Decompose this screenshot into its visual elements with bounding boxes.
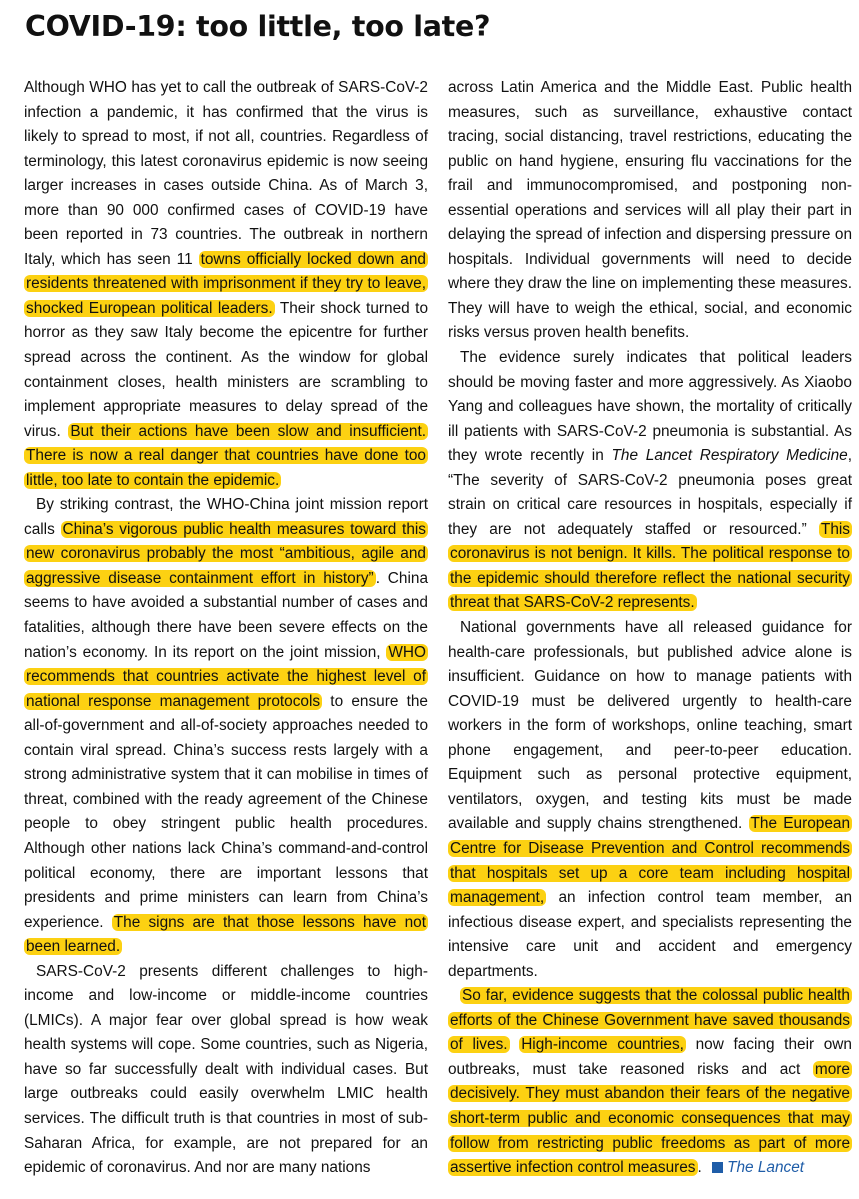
journal-title: The Lancet Respiratory Medicine: [611, 447, 848, 465]
highlighted-text: High-income countries,: [521, 1036, 684, 1054]
paragraph: [448, 616, 852, 984]
highlighted-text: The signs are that those lessons have not been learned.: [26, 913, 426, 956]
paragraph: [24, 493, 428, 959]
body-text: [510, 1036, 520, 1053]
highlighted-text: China’s vigorous public health measures toward this new coronavirus probably the most “ambitious, agile and aggressive disease containment effort in history”: [26, 520, 426, 587]
paragraph: [24, 76, 428, 493]
body-text: .: [697, 1159, 707, 1177]
body-text: SARS-CoV-2 presents different challenges to high-income and low-income or middle-income countries (LMICs). A major fear over global spread is how weak health systems will cope. Some countries, such as Nigeria, have so far successfully dealt with individual cases. But large outbreaks could easily overwhelm LMIC health services. The difficult truth is that countries in most of sub-Saharan Africa, for example, are not prepared for an epidemic of coronavirus. And nor are many nations: [24, 962, 428, 1177]
paragraph: [448, 76, 852, 346]
highlighted-text: WHO recommends that countries activate the highest level of national response management protocols: [26, 643, 426, 710]
paragraph: [448, 346, 852, 616]
body-text: . China seems to have avoided a substantial number of cases and fatalities, although there have been severe effects on the nation’s economy. In its report on the joint mission,: [24, 569, 429, 661]
highlighted-text: The European Centre for Disease Prevention and Control recommends that hospitals set up a core team including hospital management,: [450, 815, 850, 907]
highlighted-text: But their actions have been slow and insufficient. There is now a real danger that countries have done too little, too late to contain the epidemic.: [26, 422, 427, 489]
body-text: Although WHO has yet to call the outbreak of SARS-CoV-2 infection a pandemic, it has confirmed that the virus is likely to spread to most, if not all, countries. Regardless of terminology, this latest coronavirus epidemic is now seeing larger increases in cases outside China. As of March 3, more than 90 000 confirmed cases of COVID-19 have been reported in 73 countries. The outbreak in northern Italy, which has seen 11: [24, 79, 428, 268]
body-text: an infection control team member, an infectious disease expert, and specialists representing the intensive care unit and accident and emergency departments.: [448, 889, 852, 980]
highlighted-text: So far, evidence suggests that the colossal public health efforts of the Chinese Government have saved thousands of lives.: [450, 987, 850, 1054]
body-text: National governments have all released guidance for health-care professionals, but published advice alone is insufficient. Guidance on how to manage patients with COVID-19 must be delivered urgently to health-care workers in the form of workshops, online teaching, smart phone engagement, and peer-to-peer education. Equipment such as personal protective equipment, ventilators, oxygen, and testing kits must be made available and supply chains strengthened.: [448, 619, 852, 833]
highlighted-text: This coronavirus is not benign. It kills. The political response to the epidemic should therefore reflect the national security threat that SARS-CoV-2 represents.: [450, 520, 850, 612]
highlighted-text: towns officially locked down and residents threatened with imprisonment if they try to leave, shocked European political leaders.: [26, 250, 426, 317]
body-text: By striking contrast, the WHO-China joint mission report calls: [24, 496, 428, 538]
body-text: to ensure the all-of-government and all-of-society approaches needed to contain viral spread. China’s success rests largely with a strong administrative system that it can mobilise in times of threat, combined with the ready agreement of the Chinese people to obey stringent public health procedures. Although other nations lack China’s command-and-control political economy, there are important lessons that presidents and prime ministers can learn from China’s experience.: [24, 692, 428, 931]
signature: The Lancet: [727, 1159, 805, 1177]
signature-square-icon: [712, 1162, 723, 1173]
left-column: [24, 76, 428, 1181]
body-text: Their shock turned to horror as they saw Italy become the epicentre for further spread across the continent. As the window for global containment closes, health ministers are scrambling to implement appropriate measures to delay spread of the virus.: [24, 299, 429, 440]
right-column: [448, 76, 852, 1181]
body-text: across Latin America and the Middle East. Public health measures, such as surveillance, exhaustive contact tracing, social distancing, travel restrictions, educating the public on hand hygiene, ensuring flu vaccinations for the frail and immunocompromised, and postponing non-essential operations and services will all play their part in delaying the spread of infection and dispersing pressure on hospitals. Individual governments will need to decide where they draw the line on implementing these measures. They will have to weigh the ethical, social, and economic risks versus proven health benefits.: [448, 79, 852, 342]
body-text: , “The severity of SARS-CoV-2 pneumonia poses great strain on critical care resources in hospitals, especially if they are not adequately staffed or resourced.”: [448, 447, 852, 538]
paragraph: [448, 984, 852, 1180]
article-title: COVID-19: too little, too late?: [25, 10, 491, 43]
highlighted-text: more decisively. They must abandon their fears of the negative short-term public and economic consequences that may follow from restricting public freedoms as part of more assertive infection control measures: [450, 1060, 850, 1177]
body-text: now facing their own outbreaks, must take reasoned risks and act: [448, 1036, 852, 1078]
paragraph: [24, 960, 428, 1181]
body-text: The evidence surely indicates that political leaders should be moving faster and more aggressively. As Xiaobo Yang and colleagues have shown, the mortality of critically ill patients with SARS-CoV-2 pneumonia is substantial. As they wrote recently in: [448, 349, 852, 465]
